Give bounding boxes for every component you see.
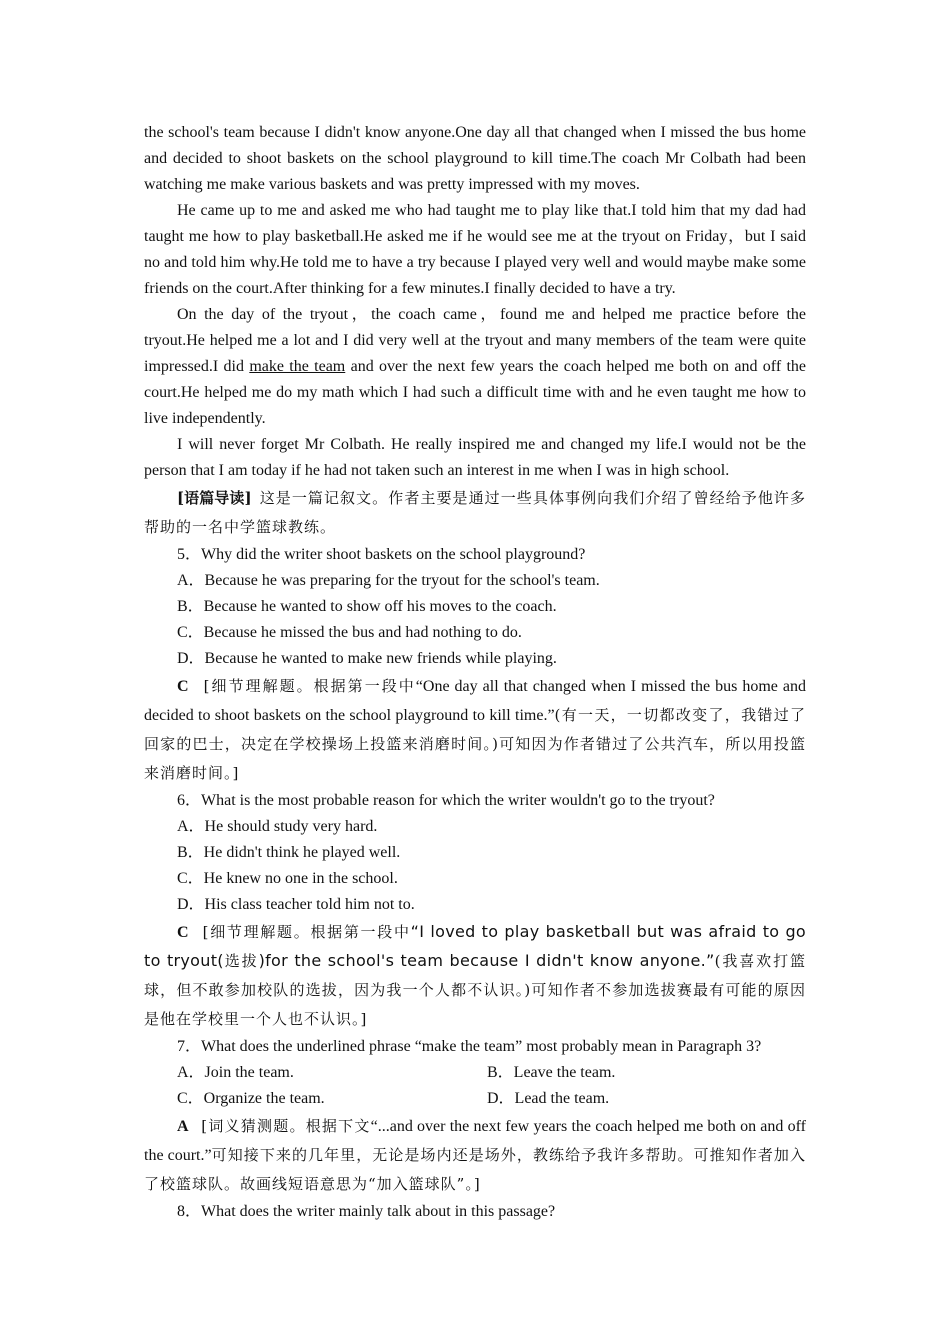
question-8: 8．What does the writer mainly talk about in this passage? <box>177 1203 556 1220</box>
q7-exp-en: “...and over the next few years the coach helped me both on and off the court.” <box>144 1118 806 1164</box>
q6-exp-en-1: “I loved to play basketball but was afraid to go to tryout( <box>144 922 807 970</box>
q7-options-row-1 <box>144 1060 806 1086</box>
q5-option-b: B．Because he wanted to show off his moves to the coach. <box>177 598 557 615</box>
paragraph-3-text-a: On the day of the tryout，the coach came，found me and helped me practice before the tryout.He helped me a lot and I did very well at the tryout and many members of the team were quite impressed.I did <box>144 306 806 375</box>
passage-paragraph-1: the school's team because I didn't know anyone.One day all that changed when I missed the bus home and decided to shoot baskets on the school playground to kill time.The coach Mr Colbath had been watching me make various baskets and was pretty impressed with my moves. <box>144 124 806 193</box>
q6-exp-zh-2: (我喜欢打篮球，但不敢参加校队的选拔，因为我一个人都不认识。)可知作者不参加选拔赛最有可能的原因是他在学校里一个人也不认识。] <box>144 952 806 1028</box>
q6-exp-zh-1: [细节理解题。根据第一段中 <box>202 923 411 941</box>
guide-text: 这是一篇记叙文。作者主要是通过一些具体事例向我们介绍了曾经给予他许多帮助的一名中学篮球教练。 <box>144 489 806 536</box>
question-7: 7．What does the underlined phrase “make the team” most probably mean in Paragraph 3? <box>177 1038 762 1055</box>
passage-paragraph-4: I will never forget Mr Colbath. He really inspired me and changed my life.I would not be the person that I am today if he had not taken such an interest in me when I was in high school. <box>144 436 806 479</box>
q6-exp-en-2: )for the school's team because I didn't know anyone.” <box>258 951 715 970</box>
q7-answer: A <box>177 1118 189 1135</box>
q7-option-b: B．Leave the team. <box>487 1064 616 1081</box>
q5-option-c: C．Because he missed the bus and had nothing to do. <box>177 624 522 641</box>
q5-explanation <box>144 672 806 788</box>
reading-guide <box>144 484 806 542</box>
q5-option-a: A．Because he was preparing for the tryout for the school's team. <box>177 572 600 589</box>
q5-exp-zh-2: (有一天，一切都改变了，我错过了回家的巴士，决定在学校操场上投篮来消磨时间。)可知因为作者错过了公共汽车，所以用投篮来消磨时间。] <box>144 706 806 782</box>
q5-exp-zh-1: [细节理解题。根据第一段中 <box>203 677 416 695</box>
q7-explanation <box>144 1112 806 1199</box>
q7-exp-zh-1: [词义猜测题。根据下文 <box>201 1117 371 1135</box>
q7-exp-zh-2: 可知接下来的几年里，无论是场内还是场外，教练给予我许多帮助。可推知作者加入了校篮球队。故画线短语意思为“加入篮球队”。] <box>144 1146 806 1193</box>
passage-paragraph-3 <box>144 302 806 432</box>
q7-option-d: D．Lead the team. <box>487 1090 610 1107</box>
q6-exp-zh-mid: 选拔 <box>223 952 259 970</box>
q6-option-c: C．He knew no one in the school. <box>177 870 398 887</box>
q5-option-d: D．Because he wanted to make new friends while playing. <box>177 650 557 667</box>
q5-exp-en: “One day all that changed when I missed the bus home and decided to shoot baskets on the school playground to kill time.” <box>144 678 807 724</box>
guide-label: [语篇导读] <box>177 489 252 507</box>
passage-paragraph-2: He came up to me and asked me who had taught me to play like that.I told him that my dad had taught me how to play basketball.He asked me if he would see me at the tryout on Friday，but I said no and told him why.He told me to have a try because I played very well and would maybe make some friends on the court.After thinking for a few minutes.I finally decided to have a try. <box>144 202 806 297</box>
q7-option-c: C．Organize the team. <box>177 1090 325 1107</box>
question-6: 6．What is the most probable reason for which the writer wouldn't go to the tryout? <box>177 792 715 809</box>
q6-option-b: B．He didn't think he played well. <box>177 844 401 861</box>
document-page <box>144 120 806 1225</box>
underlined-phrase: make the team <box>249 358 346 375</box>
q5-answer: C <box>177 678 189 695</box>
q6-option-d: D．His class teacher told him not to. <box>177 896 415 913</box>
q7-option-a: A．Join the team. <box>177 1064 294 1081</box>
question-5: 5．Why did the writer shoot baskets on the school playground? <box>177 546 586 563</box>
q6-answer: C <box>177 924 189 941</box>
q7-options-row-2 <box>144 1086 806 1112</box>
q6-option-a: A．He should study very hard. <box>177 818 378 835</box>
q6-explanation <box>144 918 806 1034</box>
paragraph-3-text-b: and over the next few years the coach helped me both on and off the court.He helped me do my math which I had such a difficult time with and he even taught me how to live independently. <box>144 358 807 427</box>
